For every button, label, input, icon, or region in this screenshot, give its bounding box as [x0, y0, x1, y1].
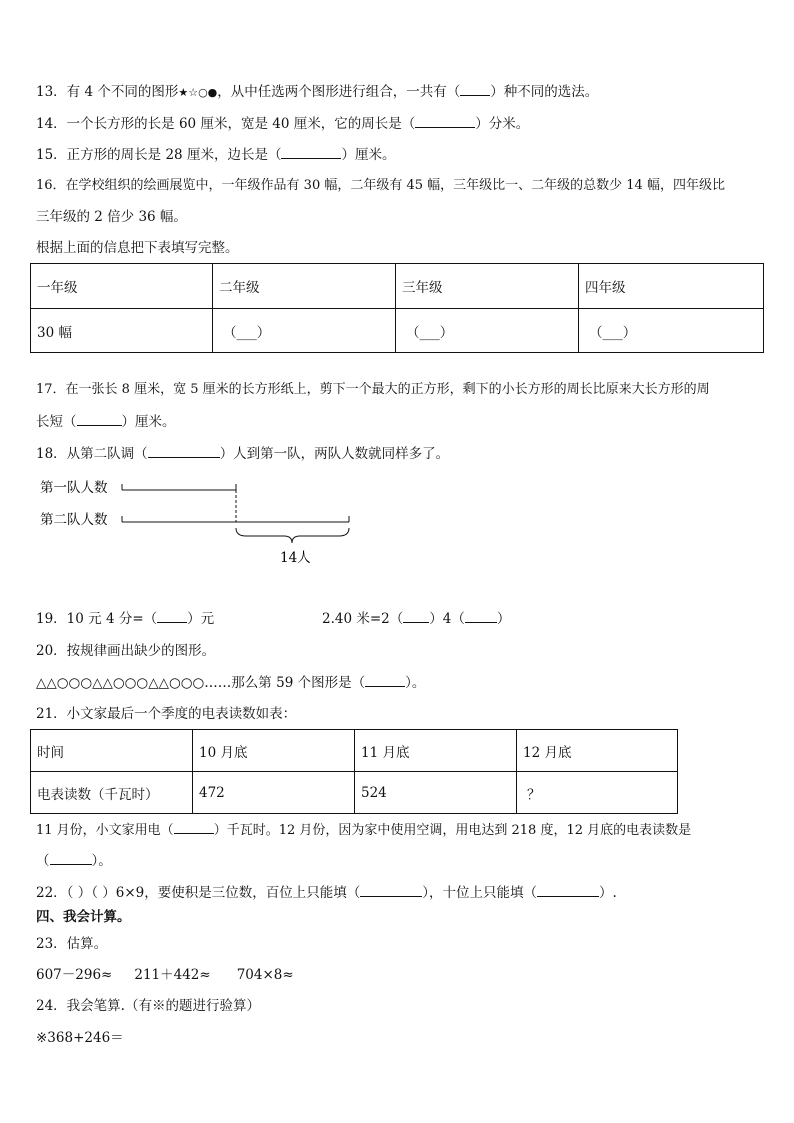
- q15-text-b: ）厘米。: [341, 147, 396, 163]
- q19-text-d: ）4（: [429, 611, 465, 627]
- answer-blank[interactable]: [281, 146, 341, 159]
- question-16-line2: 三年级的 2 倍少 36 幅。: [36, 209, 187, 225]
- q20-text-end: ）。: [405, 675, 426, 691]
- question-13: [36, 83, 598, 102]
- answer-blank[interactable]: [174, 821, 214, 834]
- answer-blank[interactable]: [157, 610, 187, 623]
- q14-text-b: ）分米。: [475, 116, 530, 132]
- answer-blank[interactable]: [537, 884, 599, 897]
- answer-blank[interactable]: [148, 445, 220, 458]
- estimate-item: 704×8≈: [236, 967, 294, 983]
- q13-text-a: 13．有 4 个不同的图形: [36, 84, 179, 100]
- q17-text-b: ）厘米。: [121, 414, 176, 430]
- answer-cell[interactable]: （___）: [213, 309, 396, 353]
- shape-pattern: △△○○○△△○○○△△○○○……那么第 59 个图形是（: [36, 675, 366, 691]
- q18-text-b: ）人到第一队，两队人数就同样多了。: [219, 446, 450, 462]
- q18-text-a: 18．从第二队调（: [36, 446, 148, 462]
- q21-text-a: 11 月份，小文家用电（: [36, 823, 174, 838]
- q17-text-a: 长短（: [36, 414, 77, 430]
- q19-text-c: 2.40 米=2（: [322, 611, 404, 627]
- team2-label: 第二队人数: [40, 512, 108, 528]
- question-22: [36, 884, 617, 902]
- answer-cell[interactable]: （___）: [579, 309, 764, 353]
- question-21-line3: [36, 852, 112, 870]
- q15-text-a: 15．正方形的周长是 28 厘米，边长是（: [36, 147, 282, 163]
- table-cell: 472: [193, 772, 355, 814]
- answer-blank[interactable]: [403, 610, 429, 623]
- q19-text-a: 19．10 元 4 分=（: [36, 611, 158, 627]
- question-21-line1: 21．小文家最后一个季度的电表读数如表：: [36, 706, 297, 722]
- q19-text-e: ）: [496, 611, 511, 627]
- question-16-line3: 根据上面的信息把下表填写完整。: [36, 240, 239, 256]
- table-header-cell: 四年级: [579, 264, 764, 309]
- q21-text-c: （: [36, 853, 50, 869]
- table-cell: 12 月底: [517, 730, 678, 772]
- brace: [236, 528, 349, 543]
- estimate-item: 211＋442≈: [134, 967, 211, 983]
- answer-blank[interactable]: [460, 83, 490, 96]
- answer-cell[interactable]: （___）: [396, 309, 579, 353]
- table-cell: 时间: [31, 730, 193, 772]
- answer-blank[interactable]: [50, 852, 92, 865]
- q13-text-b: ，从中任选两个图形进行组合，一共有（: [217, 84, 461, 100]
- table-cell: 电表读数（千瓦时）: [31, 772, 193, 814]
- question-24-line1: 24．我会笔算.（有※的题进行验算）: [36, 998, 260, 1014]
- question-15: [36, 146, 395, 164]
- question-19-a: [36, 610, 214, 628]
- question-23-items: [36, 966, 294, 984]
- question-20-pattern: [36, 674, 425, 692]
- answer-blank[interactable]: [415, 115, 475, 128]
- shapes-icons: ★☆○●: [178, 86, 218, 99]
- question-16-line1: 16．在学校组织的绘画展览中，一年级作品有 30 幅，二年级有 45 幅，三年级比一、二年级的总数少 14 幅，四年级比: [36, 178, 725, 193]
- q21-text-d: ）。: [91, 853, 112, 869]
- grade-table: [30, 263, 764, 353]
- table-cell: 30 幅: [31, 309, 213, 353]
- question-17-line2: [36, 413, 176, 431]
- brace-label: 14人: [280, 550, 311, 566]
- q21-text-b: ）千瓦时。12 月份，因为家中使用空调，用电达到 218 度，12 月底的电表读数是: [213, 823, 692, 838]
- q19-text-b: ）元: [187, 611, 215, 627]
- question-21-line2: [36, 821, 691, 840]
- question-18: [36, 445, 449, 463]
- q22-text-c: ）.: [599, 885, 617, 901]
- question-24-item: ※368+246＝: [36, 1030, 124, 1046]
- answer-blank[interactable]: [465, 610, 497, 623]
- table-header-cell: 三年级: [396, 264, 579, 309]
- team-line-diagram: [0, 470, 794, 580]
- team1-label: 第一队人数: [40, 480, 108, 496]
- q22-text-b: ），十位上只能填（: [422, 885, 537, 901]
- q22-text-a: 22．（ ）（ ）6×9，要使积是三位数，百位上只能填（: [36, 885, 361, 901]
- q14-text-a: 14．一个长方形的长是 60 厘米，宽是 40 厘米，它的周长是（: [36, 116, 416, 132]
- table-header-cell: 二年级: [213, 264, 396, 309]
- question-14: [36, 115, 529, 133]
- table-cell: 11 月底: [355, 730, 517, 772]
- table-cell: 10 月底: [193, 730, 355, 772]
- table-cell: ？: [517, 772, 678, 814]
- question-20-line1: 20．按规律画出缺少的图形。: [36, 643, 216, 659]
- answer-blank[interactable]: [77, 413, 122, 426]
- question-23-line1: 23．估算。: [36, 936, 108, 952]
- table-header-cell: 一年级: [31, 264, 213, 309]
- answer-blank[interactable]: [360, 884, 422, 897]
- question-19-b: [322, 610, 510, 628]
- meter-table: [30, 729, 678, 814]
- question-17-line1: 17．在一张长 8 厘米，宽 5 厘米的长方形纸上，剪下一个最大的正方形，剩下的小长方形的周长比原来大长方形的周: [36, 382, 710, 397]
- section-heading: 四、我会计算。: [36, 909, 131, 925]
- q13-text-c: ）种不同的选法。: [490, 84, 599, 100]
- table-cell: 524: [355, 772, 517, 814]
- answer-blank[interactable]: [365, 674, 405, 687]
- estimate-item: 607－296≈: [36, 967, 113, 983]
